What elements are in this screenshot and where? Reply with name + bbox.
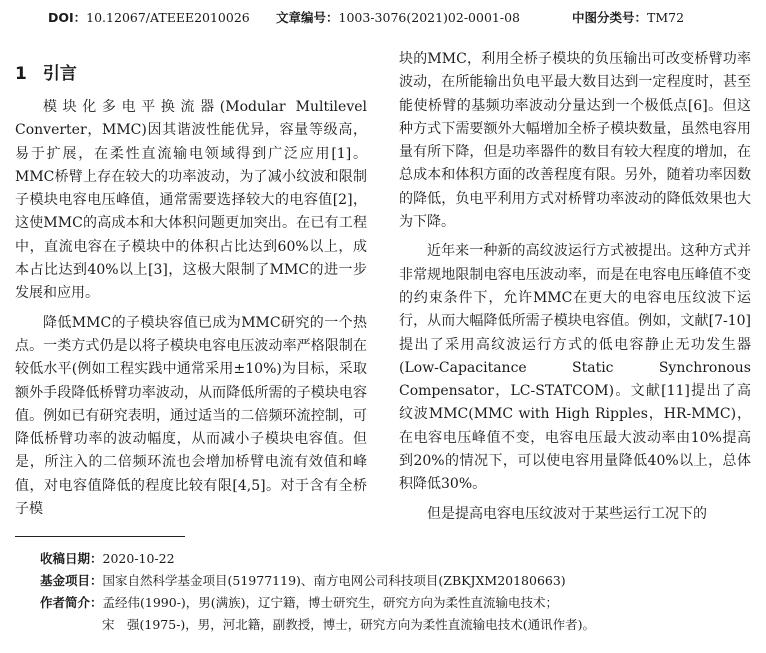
author1-bio: 孟经伟(1990-)，男(满族)，辽宁籍，博士研究生，研究方向为柔性直流输电技术； — [102, 595, 559, 610]
left-paragraph-1: 模块化多电平换流器(Modular Multilevel Converter，MMC)因其谐波性能优异，容量等级高，易于扩展，在柔性直流输电领域得到广泛应用[1]。MMC桥臂上存在较大的功率波动，为了减小纹波和限制子模块电容电压峰值，通常需要选择较大的电容值[2]，这使MMC的高成本和大体积问题更加突出。在已有工程中，直流电容在子模块中的体积占比达到60%以上，成本占比达到40%以上[3]，这极大限制了MMC的进一步发展和应用。 — [15, 99, 367, 302]
fund-project — [40, 570, 755, 592]
fund-value: 国家自然科学基金项目(51977119)、南方电网公司科技项目(ZBKJXM20180663) — [102, 573, 566, 588]
doi — [48, 8, 250, 28]
author-bio-1 — [40, 592, 755, 614]
author-bio-2 — [40, 614, 755, 636]
author-label: 作者简介： — [40, 595, 103, 610]
fund-label: 基金项目： — [40, 573, 103, 588]
received-value: 2020-10-22 — [102, 551, 175, 566]
right-paragraph-2: 近年来一种新的高纹波运行方式被提出。这种方式并非常规地限制电容电压波动率，而是在电容电压峰值不变的约束条件下，允许MMC在更大的电容电压纹波下运行，从而大幅降低所需子模块电容值。例如，文献[7-10]提出了采用高纹波运行方式的低电容静止无功发生器(Low-Capacitance Static Synchronous Compensator，LC-STATCOM)。文献[11]提出了高纹波MMC(MMC with High Ripples，HR-MMC)，在电容电压峰值不变，电容电压最大波动率由10%提高到20%的情况下，可以使电容用量降低40%以上，总体积降低30%。 — [399, 243, 751, 493]
section-number: 1 — [15, 64, 27, 84]
right-column — [399, 48, 751, 526]
doi-value: 10.12067/ATEEE2010026 — [86, 10, 250, 25]
classification-number — [572, 8, 684, 28]
article-meta-line — [0, 8, 766, 28]
left-paragraph-2: 降低MMC的子模块容值已成为MMC研究的一个热点。一类方式仍是以将子模块电容电压波动率严格限制在较低水平(例如工程实践中通常采用±10%)为目标，采取额外手段降低桥臂功率波动，从而降低所需的子模块电容值。例如已有研究表明，通过适当的二倍频环流控制，可降低桥臂功率的波动幅度，从而减小子模块电容值。但是，所注入的二倍频环流也会增加桥臂电流有效值和峰值，对电容值降低的程度比较有限[4,5]。对于含有全桥子模 — [15, 314, 367, 518]
right-paragraph-3: 但是提高电容电压纹波对于某些运行工况下的 — [427, 505, 707, 522]
received-date — [40, 548, 755, 570]
classification-label: 中图分类号： — [572, 10, 648, 25]
author2-name: 宋 强(1975-) — [102, 617, 186, 632]
doi-label: DOI： — [48, 10, 87, 25]
right-paragraph-1: 块的MMC，利用全桥子模块的负压输出可改变桥臂功率波动，在所能输出负电平最大数目达到一定程度时，甚至能使桥臂的基频功率波动分量达到一个极低点[6]。但这种方式下需要额外大幅增加全桥子模块数量，虽然电容用量有所下降，但是功率器件的数目有较大程度的增加，在总成本和体积方面的改善程度有限。另外，随着功率因数的降低，负电平利用方式对桥臂功率波动的降低效果也大为下降。 — [399, 51, 751, 231]
footnotes — [40, 548, 755, 636]
left-column — [15, 96, 367, 521]
cropped-header-fragment — [0, 0, 766, 6]
footnote-divider — [15, 536, 185, 537]
article-number — [276, 8, 520, 28]
section-title: 引言 — [42, 64, 77, 84]
received-label: 收稿日期： — [40, 551, 103, 566]
section-heading — [15, 62, 77, 86]
article-number-value: 1003-3076(2021)02-0001-08 — [338, 10, 520, 25]
article-number-label: 文章编号： — [276, 10, 339, 25]
author2-bio: ，男，河北籍，副教授，博士，研究方向为柔性直流输电技术(通讯作者)。 — [185, 617, 596, 632]
classification-value: TM72 — [647, 10, 685, 25]
